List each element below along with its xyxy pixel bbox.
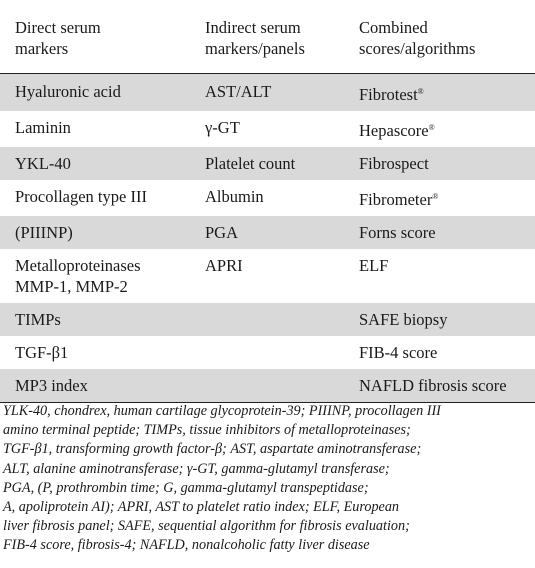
cell-indirect-marker: AST/ALT (190, 74, 344, 112)
header-line: scores/algorithms (359, 39, 476, 58)
footnote-line: amino terminal peptide; TIMPs, tissue inhibitors of metalloproteinases; (3, 422, 411, 439)
table-row (0, 369, 535, 403)
table-row (0, 180, 535, 216)
footnote-line: PGA, (P, prothrombin time; G, gamma-glutamyl transpeptidase; (3, 479, 369, 496)
registered-mark: ® (428, 123, 435, 132)
score-name: ELF (359, 256, 389, 275)
registered-mark: ® (417, 87, 424, 96)
footnote-line: ALT, alanine aminotransferase; γ-GT, gamma-glutamyl transferase; (3, 460, 390, 477)
header-line: Indirect serum (205, 18, 301, 37)
cell-direct-marker (0, 216, 190, 249)
cell-combined-score (344, 336, 535, 369)
cell-combined-score (344, 249, 535, 303)
cell-indirect-marker: APRI (205, 256, 243, 275)
cell-direct-marker (0, 336, 190, 369)
score-name: NAFLD fibrosis score (359, 376, 507, 395)
footnote-line: FIB-4 score, fibrosis-4; NAFLD, nonalcoholic fatty liver disease (3, 537, 370, 554)
cell-indirect-marker: Platelet count (190, 147, 344, 180)
table-row (0, 249, 535, 303)
cell-indirect-marker: γ-GT (205, 118, 240, 137)
cell-combined-score (344, 369, 535, 403)
cell-line: Procollagen type III (15, 187, 147, 206)
score-name: Fibrometer (359, 190, 433, 209)
cell-combined-score (344, 180, 535, 216)
cell-combined-score (344, 216, 535, 249)
cell-line: MMP-1, MMP-2 (15, 277, 128, 296)
header-indirect-serum-markers (190, 0, 344, 74)
cell-direct-marker (0, 249, 190, 303)
cell-line: Metalloproteinases (15, 256, 141, 275)
cell-line: Hyaluronic acid (15, 82, 121, 101)
table-row (0, 336, 535, 369)
footnote-line: TGF-β1, transforming growth factor-β; AST, aspartate aminotransferase; (3, 441, 422, 458)
cell-line: TGF-β1 (15, 343, 69, 362)
cell-direct-marker (0, 369, 190, 403)
cell-combined-score (344, 147, 535, 180)
table-row (0, 111, 535, 147)
footnote-line: liver fibrosis panel; SAFE, sequential algorithm for fibrosis evaluation; (3, 518, 410, 535)
cell-indirect-marker: Albumin (205, 187, 264, 206)
table-row (0, 147, 535, 180)
cell-direct-marker (0, 111, 190, 147)
registered-mark: ® (432, 192, 439, 201)
cell-indirect-marker (190, 336, 344, 369)
cell-indirect-marker (190, 369, 344, 403)
cell-line: YKL-40 (15, 154, 71, 173)
table-row (0, 303, 535, 336)
table-body (0, 74, 535, 403)
cell-direct-marker (0, 303, 190, 336)
cell-indirect-marker (190, 303, 344, 336)
header-direct-serum-markers (0, 0, 190, 74)
header-line: Direct serum (15, 18, 101, 37)
score-name: Fibrotest (359, 85, 418, 104)
table-header (0, 0, 535, 74)
cell-direct-marker (0, 74, 190, 112)
cell-line: MP3 index (15, 376, 88, 395)
score-name: FIB-4 score (359, 343, 438, 362)
header-line: markers (15, 39, 69, 58)
cell-direct-marker (0, 180, 190, 216)
cell-line: TIMPs (15, 310, 61, 329)
header-line: Combined (359, 18, 428, 37)
score-name: Forns score (359, 223, 436, 242)
cell-line: (PIIINP) (15, 223, 73, 242)
table-footnote (3, 402, 533, 556)
cell-combined-score (344, 111, 535, 147)
footnote-line: A, apoliprotein AI); APRI, AST to platelet ratio index; ELF, European (3, 499, 400, 516)
score-name: Hepascore (359, 121, 429, 140)
score-name: Fibrospect (359, 154, 429, 173)
table-row (0, 74, 535, 112)
score-name: SAFE biopsy (359, 310, 448, 329)
cell-indirect-marker: PGA (190, 216, 344, 249)
table-row (0, 216, 535, 249)
cell-combined-score (344, 303, 535, 336)
cell-combined-score (344, 74, 535, 112)
footnote-line: YLK-40, chondrex, human cartilage glycoprotein-39; PIIINP, procollagen III (3, 403, 441, 419)
cell-line: Laminin (15, 118, 71, 137)
header-line: markers/panels (205, 39, 305, 58)
cell-direct-marker (0, 147, 190, 180)
header-combined-scores (344, 0, 535, 74)
header-row (0, 0, 535, 74)
